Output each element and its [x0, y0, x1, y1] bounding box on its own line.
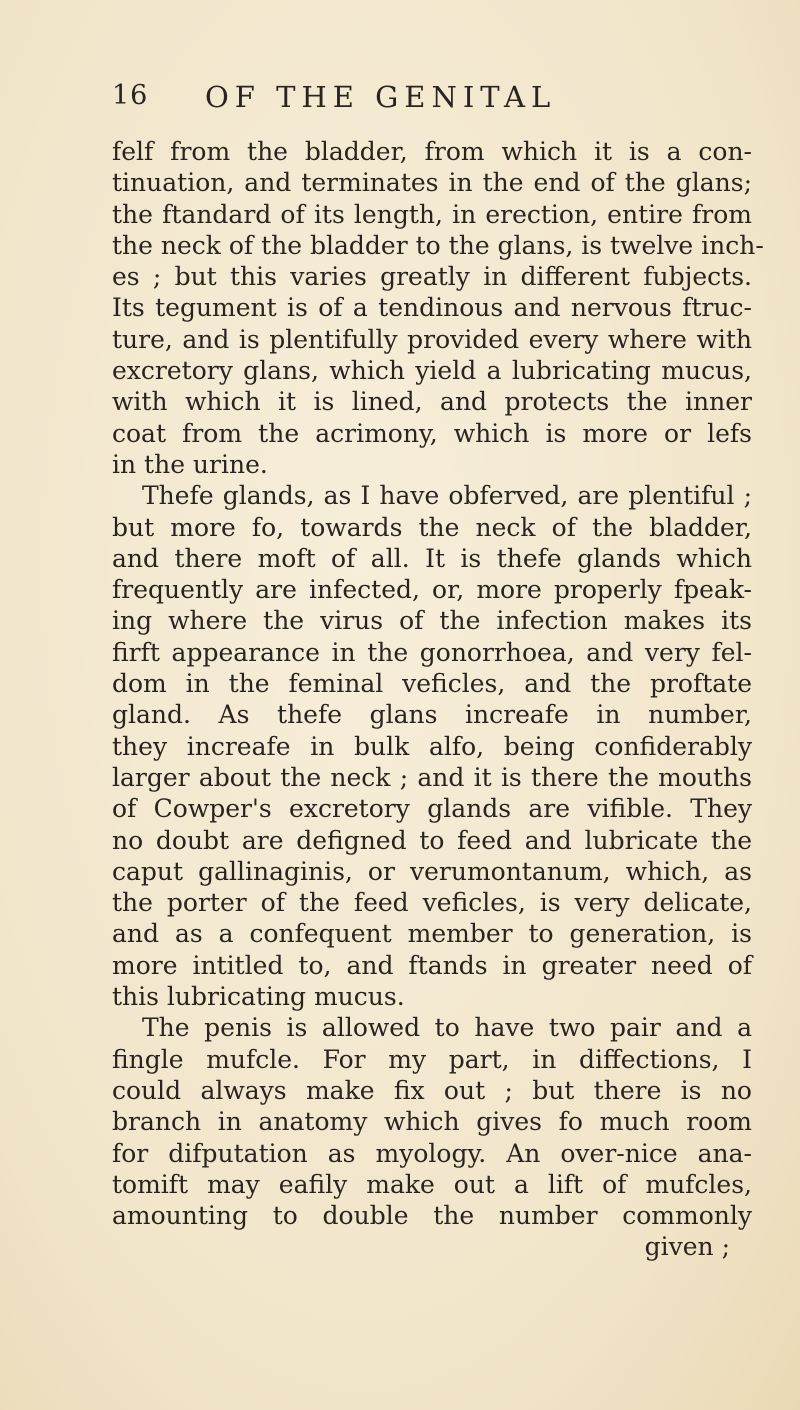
text-line: dom in the feminal veficles, and the proftate	[112, 669, 752, 699]
text-line: tinuation, and terminates in the end of the glans;	[112, 168, 752, 198]
text-line: firft appearance in the gonorrhoea, and very fel-	[112, 637, 752, 667]
text-line: coat from the acrimony, which is more or lefs	[112, 418, 752, 448]
text-line: and there moft of all. It is thefe glands which	[112, 543, 752, 573]
text-line: the porter of the feed veficles, is very delicate,	[112, 888, 752, 918]
text-line: the ftandard of its length, in erection, entire from	[112, 199, 752, 229]
text-line: branch in anatomy which gives fo much room	[112, 1107, 752, 1137]
text-line: Its tegument is of a tendinous and nervous ftruc-	[112, 293, 752, 323]
text-line: ture, and is plentifully provided every where with	[112, 324, 752, 354]
catchword: given ;	[644, 1232, 730, 1262]
text-line: could always make fix out ; but there is no	[112, 1075, 752, 1105]
text-line: no doubt are defigned to feed and lubricate the	[112, 825, 752, 855]
text-line: tomift may eafily make out a lift of mufcles,	[112, 1169, 752, 1199]
text-line: larger about the neck ; and it is there the mouths	[112, 762, 752, 792]
text-line: frequently are infected, or, more properly fpeak-	[112, 575, 752, 605]
text-line: ing where the virus of the infection makes its	[112, 606, 752, 636]
text-line: es ; but this varies greatly in different fubjects.	[112, 262, 752, 292]
text-line: of Cowper's excretory glands are vifible. They	[112, 794, 752, 824]
page-header	[112, 80, 740, 120]
text-line: felf from the bladder, from which it is a con-	[112, 137, 752, 166]
body-text	[112, 136, 764, 1263]
page-number: 16	[112, 80, 149, 111]
text-line: and as a confequent member to generation, is	[112, 919, 752, 949]
running-head: OF THE GENITAL	[205, 80, 557, 114]
text-line: for difputation as myology. An over-nice ana-	[112, 1138, 752, 1168]
text-line: amounting to double the number commonly	[112, 1201, 752, 1231]
text-line: excretory glans, which yield a lubricating mucus,	[112, 356, 752, 386]
text-line: Thefe glands, as I have obferved, are plentiful ;	[142, 481, 752, 511]
text-line: this lubricating mucus.	[112, 982, 405, 1012]
text-line: more intitled to, and ftands in greater need of	[112, 950, 752, 980]
text-line: with which it is lined, and protects the inner	[112, 387, 752, 417]
text-line: they increafe in bulk alfo, being confiderably	[112, 731, 752, 761]
text-line: caput gallinaginis, or verumontanum, which, as	[112, 856, 752, 886]
text-line: but more fo, towards the neck of the bladder,	[112, 512, 752, 542]
text-line: the neck of the bladder to the glans, is twelve inch-	[112, 230, 764, 260]
text-line: in the urine.	[112, 449, 268, 479]
text-line: The penis is allowed to have two pair and a	[142, 1013, 752, 1043]
text-line: gland. As thefe glans increafe in number,	[112, 700, 752, 730]
text-line: fingle mufcle. For my part, in diffections, I	[112, 1044, 752, 1074]
